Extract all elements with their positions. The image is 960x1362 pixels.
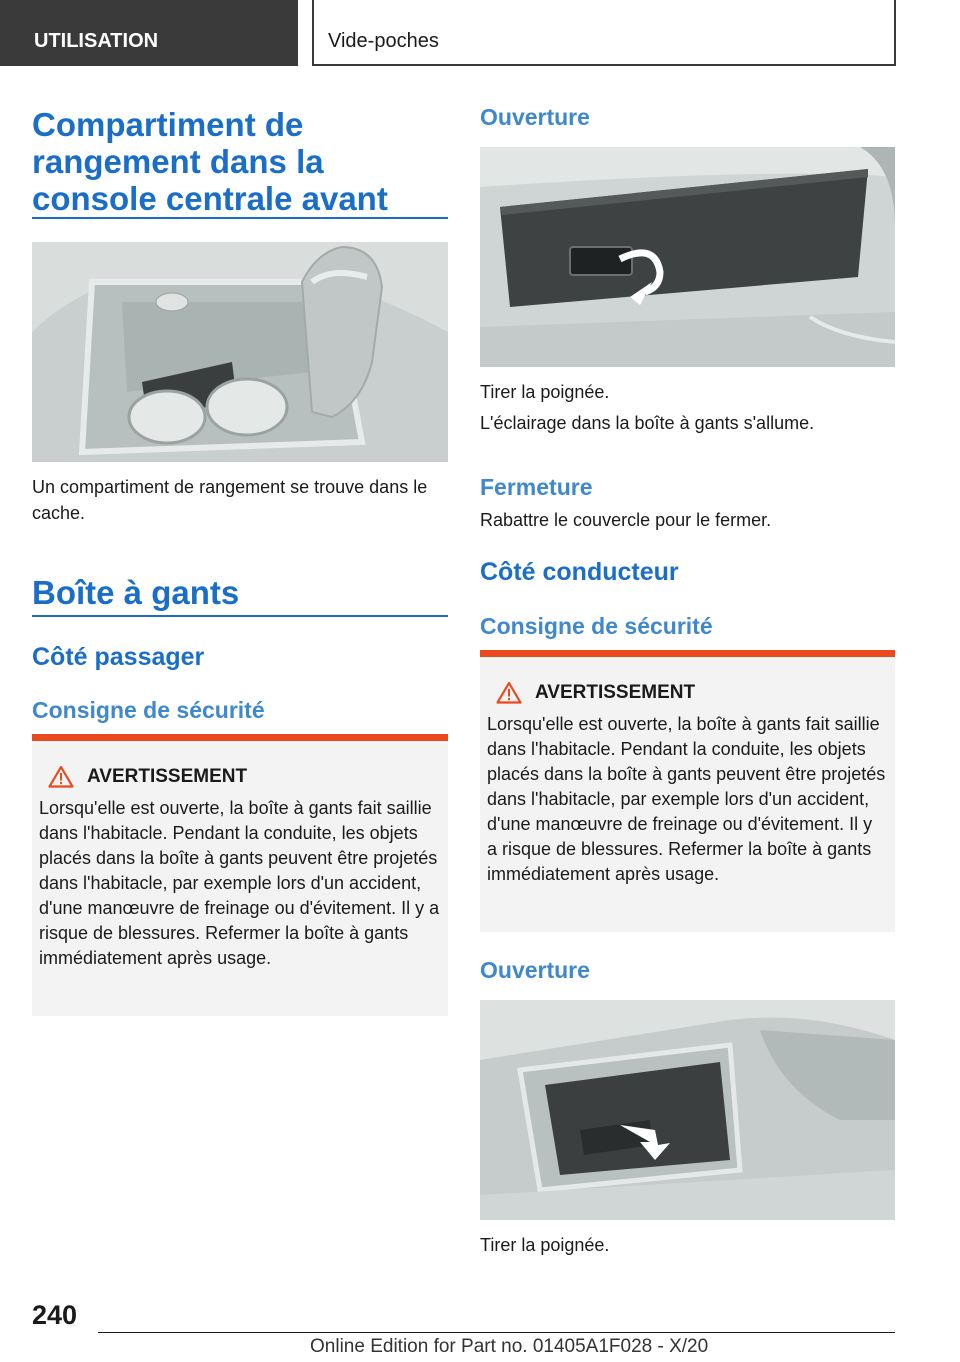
opening-title: Ouverture xyxy=(480,104,590,130)
warning-text: Lorsqu'elle est ouverte, la boîte à gants fait saillie dans l'habitacle. Pendant la conduite, les objets placés dans la boîte à gants peuvent être projetés dans l'habitacle, par exemple lors d'un accident, d'une manœuvre de freinage ou d'évitement. Il y a risque de blessures. Refermer la boîte à gants immédiatement après usage. xyxy=(39,798,440,968)
driver-warning-box xyxy=(480,650,895,932)
console-compartment-title: Compartiment de rangement dans la console centrale avant xyxy=(32,106,388,217)
driver-glovebox-image xyxy=(480,1000,895,1220)
footer-rule xyxy=(98,1332,895,1333)
glovebox-rule xyxy=(32,615,448,617)
driver-side-title: Côté conducteur xyxy=(480,558,679,586)
glovebox-title: Boîte à gants xyxy=(32,574,240,611)
page-number: 240 xyxy=(32,1300,78,1330)
warning-heading xyxy=(487,681,887,704)
warning-triangle-icon xyxy=(496,681,522,704)
console-compartment-image xyxy=(32,242,448,462)
warning-label: AVERTISSEMENT xyxy=(535,681,696,703)
warning-heading xyxy=(39,765,440,788)
footer-edition: Online Edition for Part no. 01405A1F028 - X/20 xyxy=(310,1336,709,1357)
warning-text: Lorsqu'elle est ouverte, la boîte à gants fait saillie dans l'habitacle. Pendant la conduite, les objets placés dans la boîte à gants peuvent être projetés dans l'habitacle, par exemple lors d'un accident, d'une manœuvre de freinage ou d'évitement. Il y a risque de blessures. Refermer la boîte à gants immédiatement après usage. xyxy=(487,714,886,884)
section-label: UTILISATION xyxy=(0,0,298,66)
topic-label: Vide-poches xyxy=(312,0,896,66)
warning-label: AVERTISSEMENT xyxy=(87,765,248,787)
warning-triangle-icon xyxy=(48,765,74,788)
driver-opening-title: Ouverture xyxy=(480,957,590,983)
opening-step2: L'éclairage dans la boîte à gants s'allume. xyxy=(480,413,815,433)
passenger-side-title: Côté passager xyxy=(32,643,205,671)
passenger-safety-title: Consigne de sécurité xyxy=(32,697,265,723)
console-intro-text: Un compartiment de rangement se trouve dans le cache. xyxy=(32,477,428,523)
closing-title: Fermeture xyxy=(480,474,593,500)
opening-step1: Tirer la poignée. xyxy=(480,382,610,402)
driver-opening-step: Tirer la poignée. xyxy=(480,1235,610,1255)
passenger-warning-box xyxy=(32,734,448,1016)
title-rule xyxy=(32,217,448,219)
driver-safety-title: Consigne de sécurité xyxy=(480,613,713,639)
page-header xyxy=(0,0,960,66)
closing-text: Rabattre le couvercle pour le fermer. xyxy=(480,510,772,530)
passenger-glovebox-image xyxy=(480,147,895,367)
